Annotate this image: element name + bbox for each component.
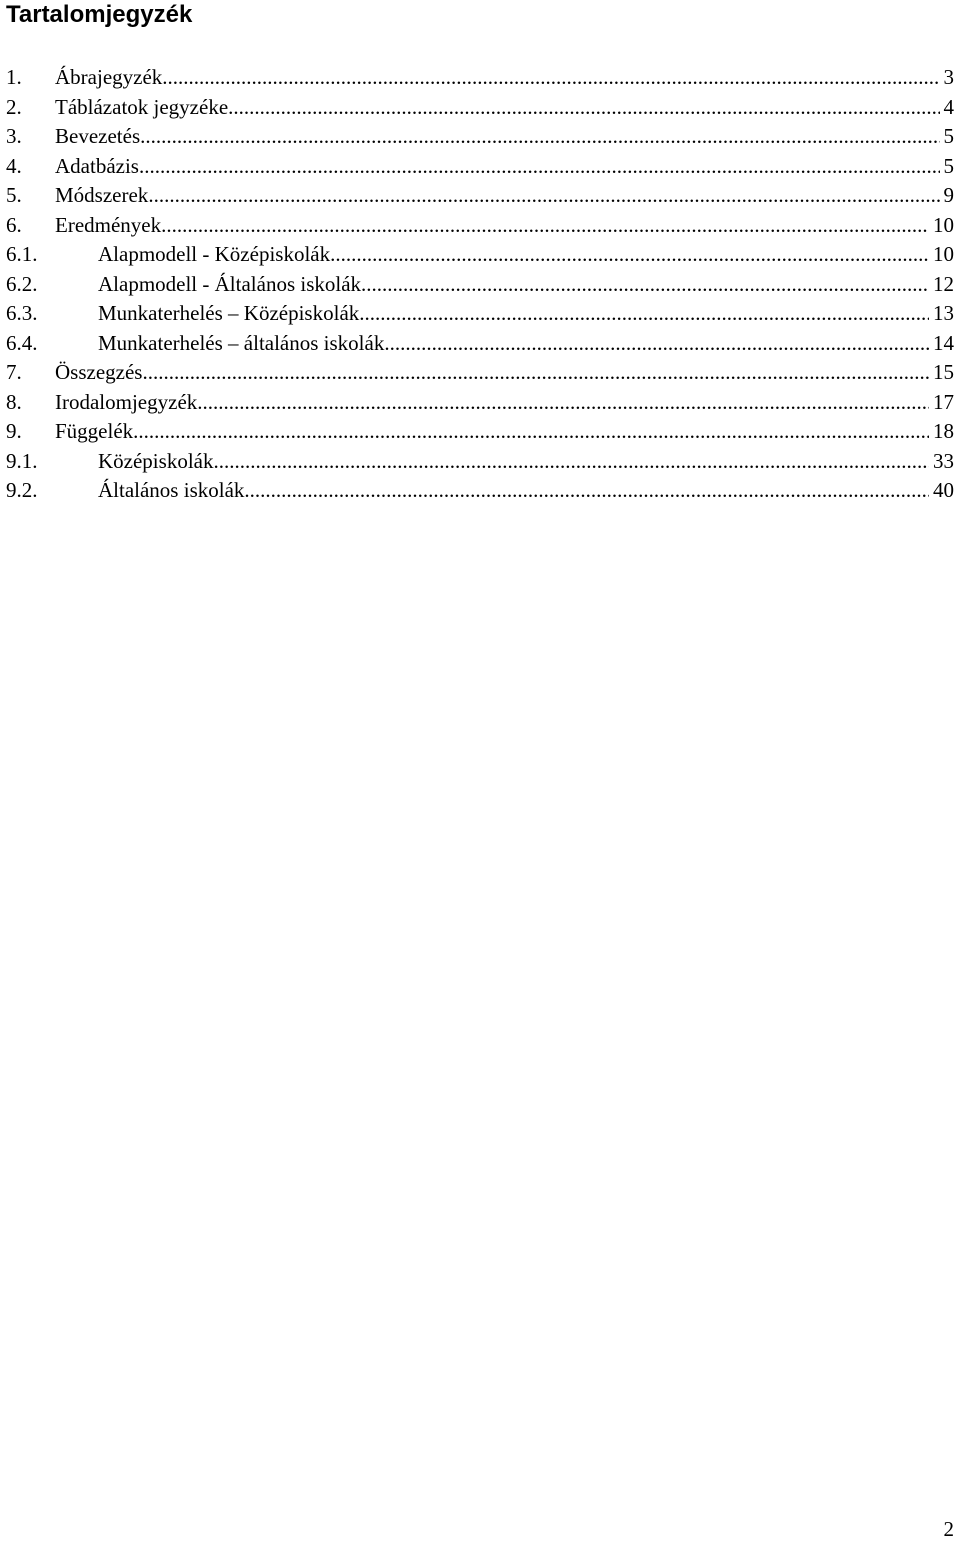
toc-entry[interactable] [0,93,960,123]
toc-entry[interactable] [0,122,960,152]
toc-entry-page: 14 [933,330,954,355]
toc-entry-number: 9. [6,419,22,443]
toc-entry-page: 17 [933,389,954,414]
toc-entry-page: 5 [943,153,954,178]
toc-entry-label: Táblázatok jegyzéke [55,93,228,123]
toc-entry-number: 1. [6,65,22,89]
toc-entry-page: 5 [943,124,954,148]
toc-entry-page: 33 [933,448,954,473]
toc-entry-page: 12 [933,271,954,296]
toc-entry-label: Alapmodell - Általános iskolák [98,270,361,300]
dot-leader [139,152,940,182]
toc-entry-label: Ábrajegyzék [55,63,162,93]
toc-entry-page: 9 [943,183,954,207]
dot-leader [359,299,929,329]
dot-leader [148,181,939,211]
toc-entry-number: 6.3. [6,301,38,325]
toc-entry[interactable] [0,388,960,418]
toc-entry-number: 6.4. [6,330,38,355]
dot-leader [133,417,929,447]
table-of-contents [0,63,960,506]
toc-entry[interactable] [0,417,960,447]
toc-entry-number: 7. [6,360,22,384]
dot-leader [228,93,939,123]
toc-entry-number: 6.2. [6,271,38,296]
dot-leader [161,211,929,241]
dot-leader [384,329,929,359]
toc-entry-page: 13 [933,301,954,325]
dot-leader [244,476,929,506]
dot-leader [142,358,929,388]
toc-entry[interactable] [0,299,960,329]
toc-entry[interactable] [0,240,960,270]
toc-entry-number: 3. [6,124,22,148]
toc-entry-label: Módszerek [55,181,148,211]
dot-leader [197,388,929,418]
toc-entry-label: Eredmények [55,211,161,241]
dot-leader [162,63,939,93]
toc-entry-page: 10 [933,212,954,237]
toc-entry-number: 8. [6,389,22,414]
toc-entry-page: 18 [933,419,954,443]
toc-entry[interactable] [0,152,960,182]
toc-entry-page: 40 [933,478,954,502]
toc-entry-label: Alapmodell - Középiskolák [98,240,330,270]
toc-entry-label: Munkaterhelés – általános iskolák [98,329,384,359]
toc-entry[interactable] [0,329,960,359]
toc-entry-number: 4. [6,153,22,178]
toc-entry-page: 3 [943,65,954,89]
toc-entry-label: Középiskolák [98,447,213,477]
toc-entry[interactable] [0,447,960,477]
toc-entry[interactable] [0,270,960,300]
toc-entry[interactable] [0,63,960,93]
dot-leader [213,447,929,477]
page-number: 2 [943,1517,954,1541]
toc-entry[interactable] [0,181,960,211]
toc-entry-label: Bevezetés [55,122,140,152]
toc-entry-label: Függelék [55,417,133,447]
dot-leader [361,270,929,300]
page-title: Tartalomjegyzék [6,1,193,28]
toc-entry-label: Irodalomjegyzék [55,388,197,418]
toc-entry-page: 15 [933,360,954,384]
toc-entry-number: 9.1. [6,448,38,473]
toc-entry[interactable] [0,211,960,241]
toc-entry[interactable] [0,476,960,506]
dot-leader [330,240,929,270]
toc-entry-label: Adatbázis [55,152,139,182]
toc-entry[interactable] [0,358,960,388]
toc-entry-number: 2. [6,94,22,119]
toc-entry-page: 4 [943,94,954,119]
toc-entry-label: Általános iskolák [98,476,244,506]
toc-entry-label: Összegzés [55,358,142,388]
dot-leader [140,122,939,152]
toc-entry-number: 5. [6,183,22,207]
toc-entry-number: 6.1. [6,242,38,266]
toc-entry-number: 9.2. [6,478,38,502]
toc-entry-number: 6. [6,212,22,237]
toc-entry-label: Munkaterhelés – Középiskolák [98,299,359,329]
toc-entry-page: 10 [933,242,954,266]
